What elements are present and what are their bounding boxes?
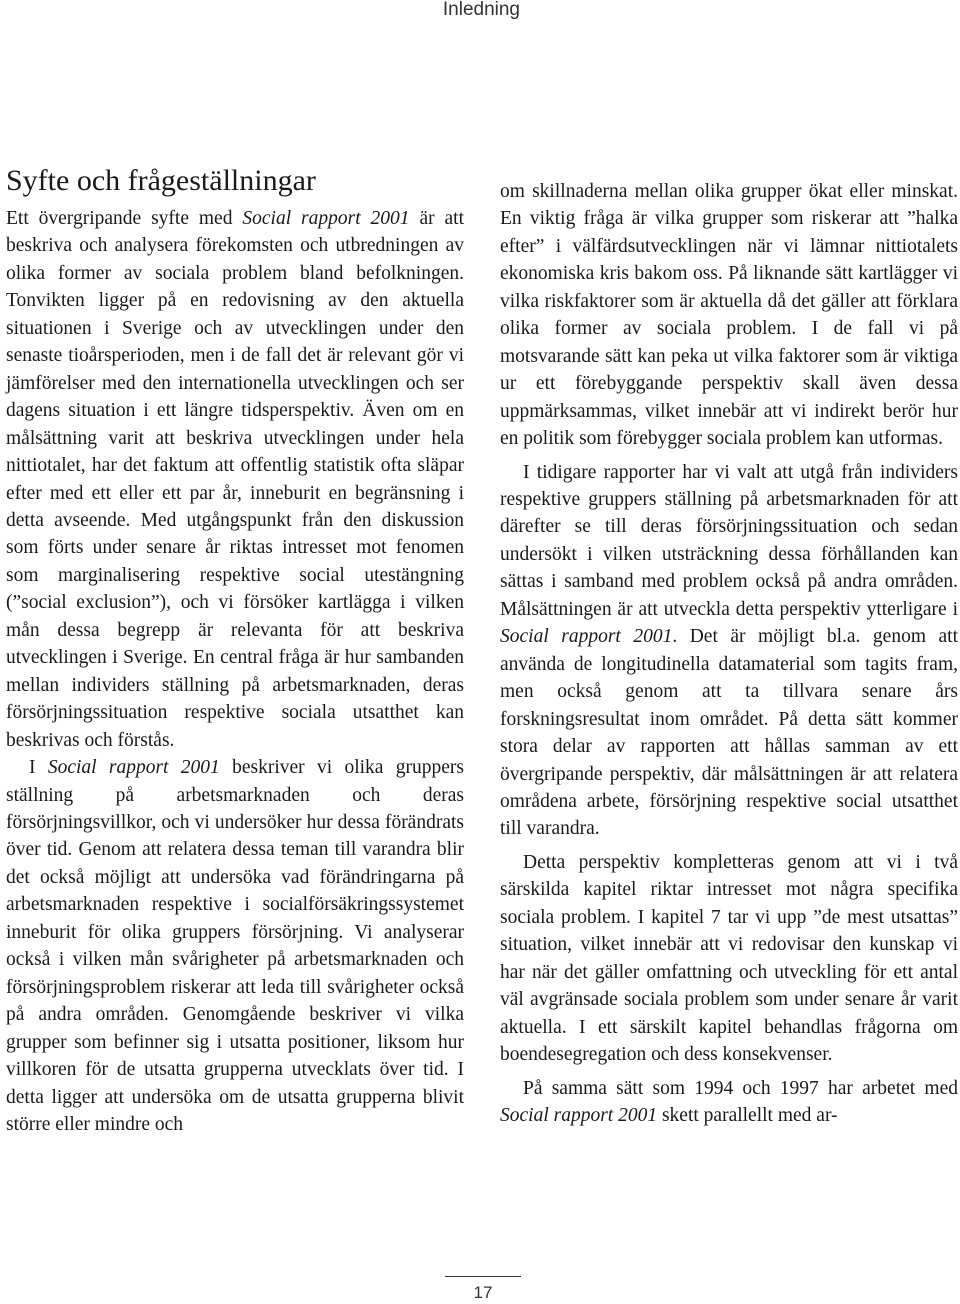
paragraph bbox=[6, 205, 464, 754]
right-column bbox=[500, 178, 958, 1129]
paragraph-text: beskriver vi olika gruppers ställning på arbetsmarknaden och deras försörjningsvillkor, och vi undersöker hur dessa förändrats över tid. Genom att relatera dessa teman till varandra blir det också möjligt att undersöka vad förändringarna på arbetsmarknaden respektive i socialförsäkringssystemet inneburit för olika gruppers försörjning. Vi analyserar också i vilken mån svårigheter på arbetsmarknaden och försörjningsproblem riskerar att leda till svårigheter också på andra områden. Genomgående beskriver vi vilka grupper som befinner sig i utsatta positioner, liksom hur villkoren för de utsatta grupperna utvecklats över tid. I detta ligger att undersöka om de utsatta grupperna blivit större eller mindre och bbox=[6, 757, 464, 1135]
paragraph-text: är att beskriva och analysera förekomsten och utbredningen av olika former av sociala problem bland befolkningen. Tonvikten ligger på en redovisning av den aktuella situationen i Sverige och av utvecklingen under den senaste tioårsperioden, men i de fall det är relevant gör vi jämförelser med den internationella utvecklingen och ser dagens situation i ett längre tidsperspektiv. Även om en målsättning varit att beskriva utvecklingen under hela nittiotalet, har det faktum att offentlig statistik ofta släpar efter med ett eller ett par år, inneburit en begränsning i detta avseende. Med utgångspunkt från den diskussion som förts under senare år riktas intresset mot fenomen som marginalisering respektive social utestängning (”social exclusion”), och vi försöker kartlägga i vilken mån dessa begrepp är relevanta för att beskriva utvecklingen i Sverige. En central fråga är hur sambanden mellan individers ställning på arbetsmarknaden, deras försörjningssituation respektive sociala utsatthet kan beskrivas och förstås. bbox=[6, 208, 465, 751]
paragraph bbox=[6, 754, 464, 1138]
paragraph-text: I bbox=[29, 757, 48, 779]
paragraph-text: skett parallellt med ar- bbox=[657, 1104, 838, 1126]
paragraph: Detta perspektiv kompletteras genom att vi i två särskilda kapitel riktar intresset mot några specifika sociala problem. I kapitel 7 tar vi upp ”de mest utsattas” situation, vilket innebär att vi redovisar den kunskap vi har när det gäller omfattning och utveckling för ett antal väl avgränsade sociala problem som under senare år varit aktuella. I ett särskilt kapitel behandlas frågorna om boendesegregation och dess konsekvenser. bbox=[500, 851, 958, 1066]
paragraph-text: I tidigare rapporter har vi valt att utgå från individers respektive gruppers ställning på arbetsmarknaden för att därefter se till deras försörjningssituation och sedan undersökt i vilken utsträckning dessa förhållanden kan sättas i samband med problem också på andra områden. Målsättningen är att utveckla detta perspektiv ytterligare i bbox=[500, 461, 958, 620]
page-number: 17 bbox=[473, 1283, 493, 1302]
left-column bbox=[6, 205, 464, 1138]
running-header: Inledning bbox=[442, 0, 520, 20]
section-title: Syfte och frågeställningar bbox=[6, 164, 316, 197]
paragraph bbox=[500, 459, 958, 843]
paragraph-text: På samma sätt som 1994 och 1997 har arbetet med bbox=[523, 1077, 958, 1099]
report-title-italic: Social rapport 2001 bbox=[500, 1104, 658, 1126]
report-title-italic: Social rapport 2001 bbox=[47, 757, 220, 779]
report-title-italic: Social rapport 2001 bbox=[242, 208, 410, 229]
paragraph: om skillnaderna mellan olika grupper ökat eller minskat. En viktig fråga är vilka grupper som riskerar att ”halka efter” i välfärdsutvecklingen när vi lämnar nittiotalets ekonomiska kris bakom oss. På liknande sätt kartlägger vi vilka riskfaktorer som är aktuella då det gäller att förklara olika former av sociala problem. I de fall vi på motsvarande sätt kan peka ut vilka faktorer som är viktiga ur ett förebyggande perspektiv skall även dessa uppmärksammas, vilket innebär att vi indirekt berör hur en politik som förebygger sociala problem kan utformas. bbox=[500, 181, 958, 450]
footer-rule bbox=[445, 1276, 521, 1277]
paragraph-text: Ett övergripande syfte med bbox=[6, 208, 243, 229]
paragraph-text: . Det är möjligt bl.a. genom att använda de longitudinella datamaterial som tagits fram, men också genom att ta tillvara senare års forskningsresultat inom området. På detta sätt kommer stora delar av rapporten att hållas samman av ett övergripande perspektiv, där målsättningen är att relatera områdena arbete, försörjning respektive social utsatthet till varandra. bbox=[500, 626, 958, 840]
paragraph bbox=[500, 1075, 958, 1130]
report-title-italic: Social rapport 2001 bbox=[500, 626, 673, 648]
